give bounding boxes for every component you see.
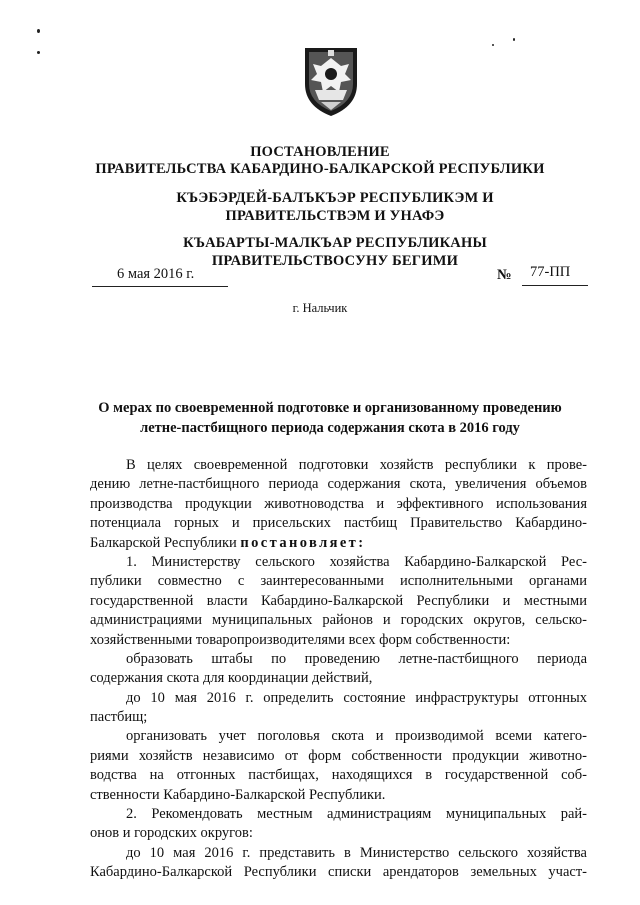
body-line: образовать штабы по проведению летне-пастбищного периода (126, 650, 587, 667)
body-line: содержания скота для координации действий, (90, 670, 373, 687)
coat-of-arms-emblem (299, 44, 363, 118)
document-body (90, 456, 587, 883)
document-date: 6 мая 2016 г. (117, 266, 195, 282)
number-underline (522, 285, 588, 286)
body-line: организовать учет поголовья скота и производимой всеми катего- (126, 728, 587, 745)
body-line: государственной власти Кабардино-Балкарской Республики и местными (90, 592, 587, 609)
scan-speck (492, 44, 494, 46)
body-line: пастбищ; (90, 709, 148, 726)
body-line: администрациями муниципальных районов и городских округов, сельско- (90, 612, 587, 629)
scan-speck (513, 38, 515, 41)
document-title-line-2: летне-пастбищного периода содержания скота в 2016 году (140, 420, 520, 436)
body-line: потенциала горных и присельских пастбищ Правительство Кабардино- (90, 515, 587, 532)
body-line: до 10 мая 2016 г. определить состояние инфраструктуры отгонных (126, 689, 587, 706)
document-number: 77-ПП (530, 264, 571, 280)
resolves-keyword: постановляет: (240, 534, 366, 551)
city-name: г. Нальчик (292, 301, 348, 315)
scan-speck (37, 29, 40, 33)
government-heading: ПРАВИТЕЛЬСТВА КАБАРДИНО-БАЛКАРСКОЙ РЕСПУБЛИКИ (95, 161, 545, 177)
number-sign: № (497, 267, 512, 283)
body-line: В целях своевременной подготовки хозяйств республики к прове- (126, 457, 587, 473)
balkar-heading: КЪАБАРТЫ-МАЛКЪАР РЕСПУБЛИКАНЫ ПРАВИТЕЛЬСТВОСУНУ БЕГИМИ (183, 235, 487, 269)
body-line: производства продукции животноводства и эффективного использования (90, 495, 587, 512)
document-title-line-1: О мерах по своевременной подготовке и организованному проведению (98, 400, 562, 416)
body-line: ственности Кабардино-Балкарской Республики. (90, 786, 386, 803)
body-line: 2. Рекомендовать местным администрациям муниципальных рай- (126, 806, 587, 823)
body-line (90, 534, 587, 553)
body-line: 1. Министерству сельского хозяйства Кабардино-Балкарской Рес- (126, 553, 587, 570)
body-line: дению летне-пастбищного периода содержания скота, увеличения объемов (90, 476, 587, 493)
scan-speck (37, 51, 40, 54)
body-line: до 10 мая 2016 г. представить в Министерство сельского хозяйства (126, 844, 587, 861)
body-text-fragment: Балкарской Республики (90, 534, 241, 551)
date-field (92, 266, 228, 288)
body-line: хозяйственными товаропроизводителями всех форм собственности: (90, 631, 511, 648)
number-field (497, 264, 589, 288)
body-line: онов и городских округов: (90, 825, 253, 842)
body-line: публики совместно с заинтересованными исполнительными органами (90, 573, 587, 590)
kabardian-heading: КЪЭБЭРДЕЙ-БАЛЪКЪЭР РЕСПУБЛИКЭМ И ПРАВИТЕЛЬСТВЭМ И УНАФЭ (176, 190, 494, 224)
body-line: водства на отгонных пастбищах, находящихся в государственной соб- (90, 767, 587, 784)
resolution-heading: ПОСТАНОВЛЕНИЕ (250, 144, 390, 160)
body-line: Кабардино-Балкарской Республики списки арендаторов земельных участ- (90, 864, 587, 881)
date-underline (92, 286, 228, 287)
body-line: риями хозяйств независимо от форм собственности продукции животно- (90, 747, 587, 764)
